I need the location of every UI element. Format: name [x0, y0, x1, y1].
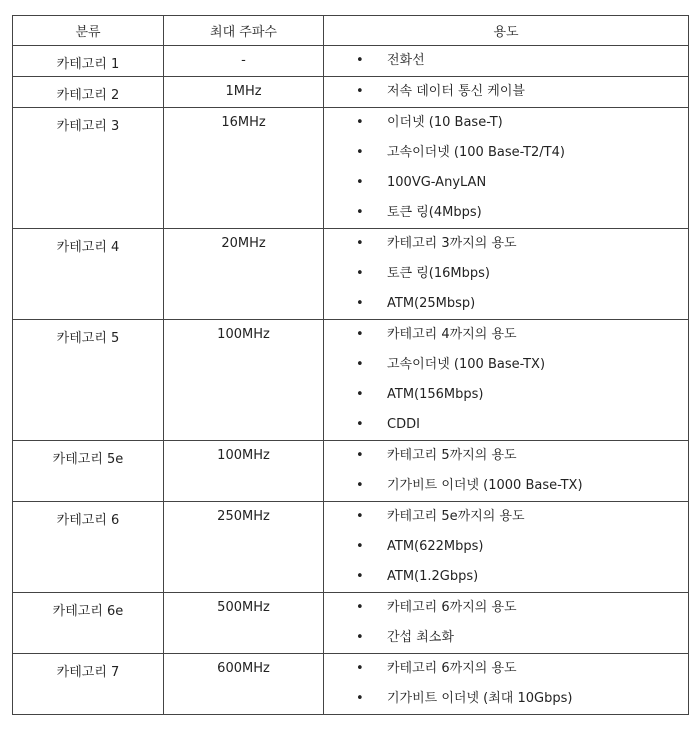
usage-item: • 카테고리 4까지의 용도	[324, 320, 688, 350]
usage-item: • CDDI	[324, 410, 688, 440]
usage-item: • 카테고리 5e까지의 용도	[324, 502, 688, 532]
cable-category-table	[12, 15, 689, 715]
usage-item: • 카테고리 5까지의 용도	[324, 441, 688, 471]
usage-item: • 카테고리 3까지의 용도	[324, 229, 688, 259]
header-usage: 용도	[324, 16, 689, 46]
max-frequency-cell: 600MHz	[164, 654, 324, 715]
max-frequency-cell: 250MHz	[164, 502, 324, 593]
usage-item: • 토큰 링(16Mbps)	[324, 259, 688, 289]
usage-list	[324, 593, 688, 653]
usage-item: • 100VG-AnyLAN	[324, 168, 688, 198]
usage-cell	[324, 108, 689, 229]
table-row	[13, 502, 689, 593]
usage-cell	[324, 441, 689, 502]
usage-item: • 고속이더넷 (100 Base-T2/T4)	[324, 138, 688, 168]
usage-list	[324, 229, 688, 319]
usage-list	[324, 77, 688, 107]
usage-item: • ATM(622Mbps)	[324, 532, 688, 562]
header-category: 분류	[13, 16, 164, 46]
table-row	[13, 654, 689, 715]
category-cell: 카테고리 4	[13, 229, 164, 320]
category-cell: 카테고리 6	[13, 502, 164, 593]
table-row	[13, 229, 689, 320]
category-cell: 카테고리 5	[13, 320, 164, 441]
usage-cell	[324, 593, 689, 654]
usage-item: • 저속 데이터 통신 케이블	[324, 77, 688, 107]
max-frequency-cell: 16MHz	[164, 108, 324, 229]
table-row	[13, 77, 689, 108]
usage-item: • 전화선	[324, 46, 688, 76]
usage-cell	[324, 654, 689, 715]
table-row	[13, 46, 689, 77]
category-cell: 카테고리 2	[13, 77, 164, 108]
max-frequency-cell: 100MHz	[164, 320, 324, 441]
usage-cell	[324, 46, 689, 77]
category-cell: 카테고리 7	[13, 654, 164, 715]
table-row	[13, 320, 689, 441]
category-cell: 카테고리 3	[13, 108, 164, 229]
usage-list	[324, 441, 688, 501]
header-max-frequency: 최대 주파수	[164, 16, 324, 46]
table-row	[13, 441, 689, 502]
usage-list	[324, 654, 688, 714]
usage-item: • 카테고리 6까지의 용도	[324, 593, 688, 623]
category-cell: 카테고리 5e	[13, 441, 164, 502]
usage-cell	[324, 77, 689, 108]
max-frequency-cell: 20MHz	[164, 229, 324, 320]
category-cell: 카테고리 1	[13, 46, 164, 77]
table-body	[13, 46, 689, 715]
max-frequency-cell: 100MHz	[164, 441, 324, 502]
usage-cell	[324, 229, 689, 320]
max-frequency-cell: 1MHz	[164, 77, 324, 108]
category-cell: 카테고리 6e	[13, 593, 164, 654]
usage-list	[324, 46, 688, 76]
usage-cell	[324, 502, 689, 593]
usage-cell	[324, 320, 689, 441]
max-frequency-cell: -	[164, 46, 324, 77]
usage-item: • 카테고리 6까지의 용도	[324, 654, 688, 684]
usage-list	[324, 108, 688, 228]
max-frequency-cell: 500MHz	[164, 593, 324, 654]
usage-item: • 간섭 최소화	[324, 623, 688, 653]
table-row	[13, 593, 689, 654]
usage-item: • 고속이더넷 (100 Base-TX)	[324, 350, 688, 380]
usage-item: • ATM(1.2Gbps)	[324, 562, 688, 592]
usage-item: • 토큰 링(4Mbps)	[324, 198, 688, 228]
table-row	[13, 108, 689, 229]
usage-item: • ATM(25Mbsp)	[324, 289, 688, 319]
usage-list	[324, 320, 688, 440]
usage-item: • 기가비트 이더넷 (최대 10Gbps)	[324, 684, 688, 714]
usage-list	[324, 502, 688, 592]
usage-item: • 기가비트 이더넷 (1000 Base-TX)	[324, 471, 688, 501]
table-header-row	[13, 16, 689, 46]
usage-item: • 이더넷 (10 Base-T)	[324, 108, 688, 138]
usage-item: • ATM(156Mbps)	[324, 380, 688, 410]
